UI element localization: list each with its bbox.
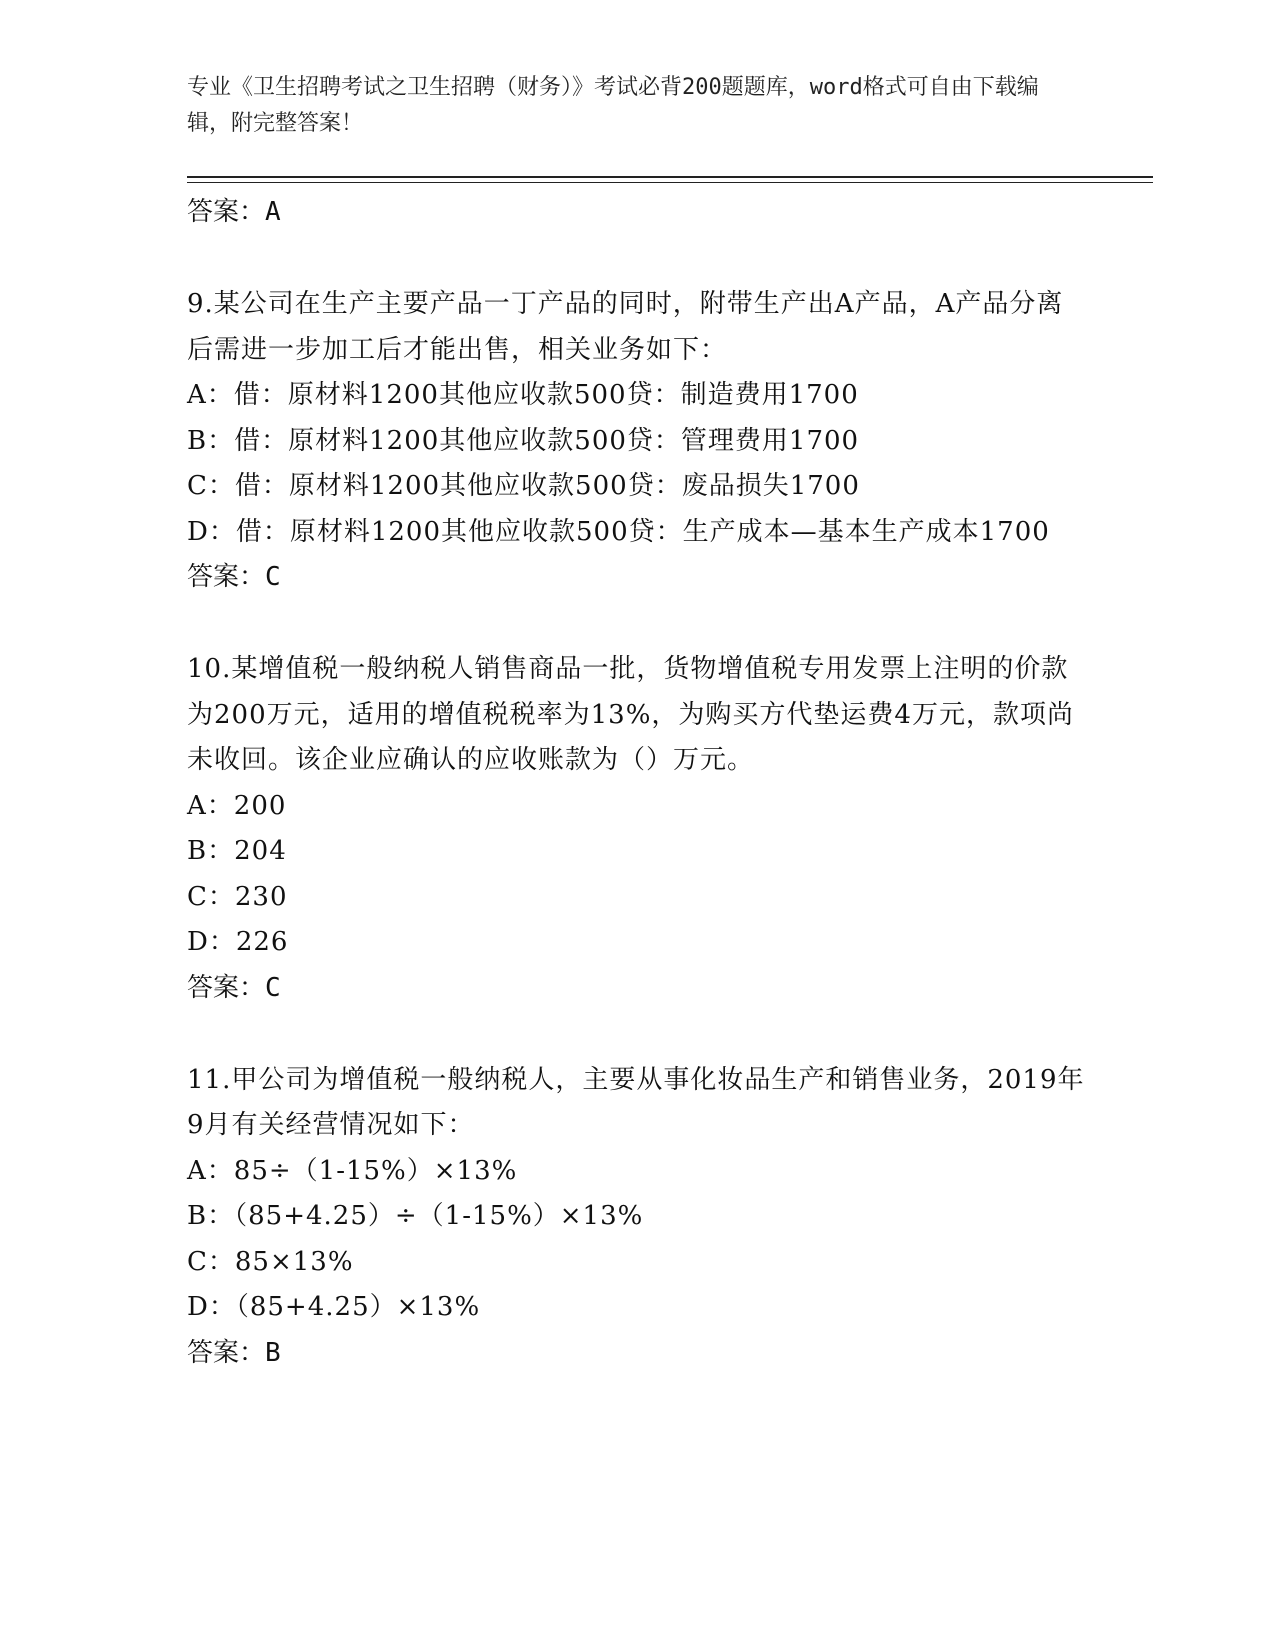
answer-line: 答案：C (187, 562, 281, 592)
option-d: D：226 (187, 927, 289, 957)
header-divider-thin (187, 182, 1153, 183)
option-b: B：借：原材料1200其他应收款500贷：管理费用1700 (187, 425, 860, 456)
option-a: A：85÷（1-15%）×13% (187, 1155, 518, 1186)
question-text: 9.某公司在生产主要产品一丁产品的同时，附带生产出A产品，A产品分离后需进一步加工后才能出售，相关业务如下： (187, 289, 1064, 365)
option-b: B：204 (187, 836, 287, 866)
page-header: 专业《卫生招聘考试之卫生招聘（财务）》考试必背200题题库，word格式可自由下载编辑，附完整答案！ (187, 75, 1039, 136)
option-d: D：借：原材料1200其他应收款500贷：生产成本—基本生产成本1700 (187, 516, 1050, 547)
option-b: B：（85+4.25）÷（1-15%）×13% (187, 1201, 644, 1231)
option-c: C：230 (187, 881, 288, 912)
option-c: C：借：原材料1200其他应收款500贷：废品损失1700 (187, 471, 860, 501)
question-block (187, 282, 1087, 599)
question-block (187, 1058, 1087, 1375)
answer-line: 答案：A (187, 197, 281, 227)
option-a: A：借：原材料1200其他应收款500贷：制造费用1700 (187, 380, 859, 410)
question-text: 10.某增值税一般纳税人销售商品一批，货物增值税专用发票上注明的价款为200万元，适用的增值税税率为13%，为购买方代垫运费4万元，款项尚未收回。该企业应确认的应收账款为（）万元。 (187, 654, 1074, 775)
answer-line: 答案：B (187, 1337, 281, 1368)
header-divider-thick (187, 176, 1153, 178)
option-d: D：（85+4.25）×13% (187, 1292, 481, 1322)
question-text: 11.甲公司为增值税一般纳税人，主要从事化妆品生产和销售业务，2019年9月有关经营情况如下： (187, 1064, 1085, 1140)
option-a: A：200 (187, 790, 287, 821)
answer-line: 答案：C (187, 972, 281, 1003)
question-block (187, 647, 1087, 1010)
document-body (187, 190, 1087, 1375)
option-c: C：85×13% (187, 1246, 354, 1277)
